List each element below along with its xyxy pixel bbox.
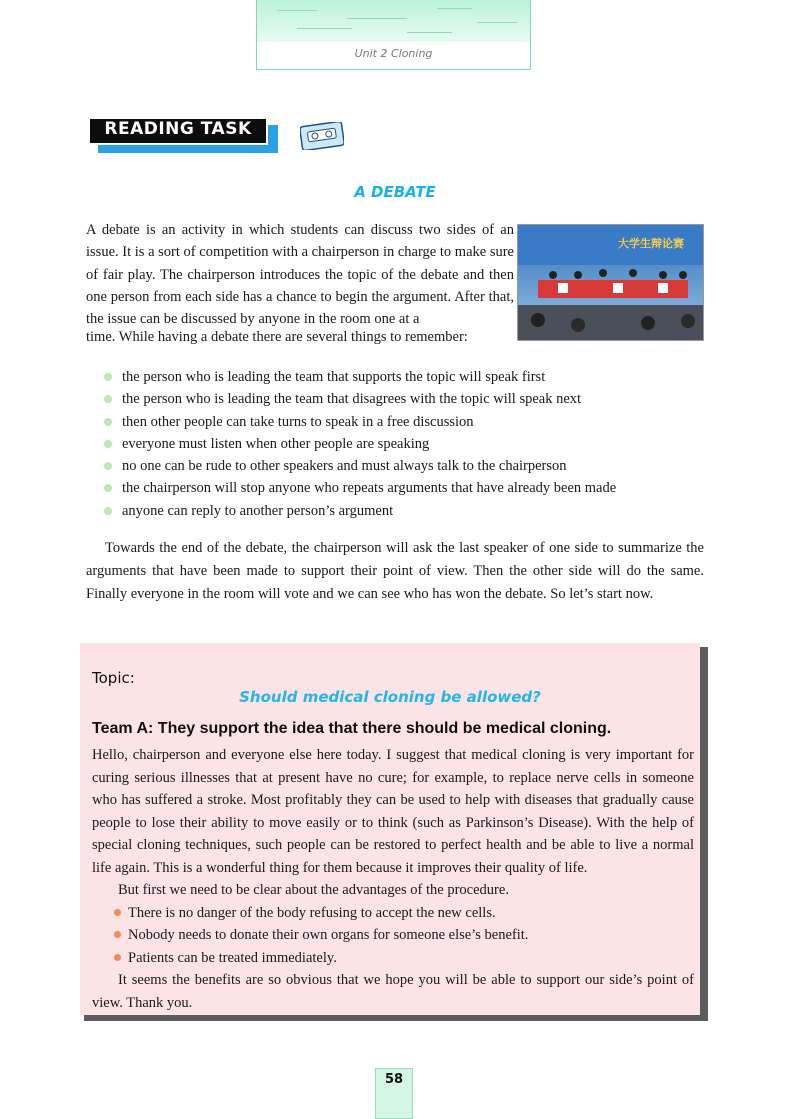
list-item: then other people can take turns to speak in a free discussion	[104, 411, 724, 433]
page-number: 58	[384, 1072, 404, 1087]
team-a-heading: Team A: They support the idea that there should be medical cloning.	[92, 720, 612, 737]
list-item: the person who is leading the team that disagrees with the topic will speak next	[104, 388, 724, 410]
header-band	[256, 0, 531, 70]
page-title: A DEBATE	[354, 183, 436, 201]
photo-banner-text: 大学生辩论赛	[618, 237, 684, 250]
debate-box-panel	[80, 643, 700, 1015]
debate-photo	[517, 224, 704, 341]
debate-rules-list	[104, 366, 724, 522]
bullet-icon	[104, 462, 112, 470]
section-label: READING TASK	[104, 119, 252, 139]
bullet-icon	[104, 373, 112, 381]
debate-photo-image	[518, 225, 703, 340]
bullet-icon	[114, 909, 121, 916]
bullet-icon	[104, 484, 112, 492]
bullet-icon	[104, 395, 112, 403]
header-texture	[257, 0, 530, 42]
bullet-icon	[114, 954, 121, 961]
unit-title: Unit 2 Cloning	[354, 47, 433, 60]
cassette-icon	[300, 122, 344, 150]
list-item: Nobody needs to donate their own organs for someone else’s benefit.	[92, 924, 694, 947]
list-item: the person who is leading the team that supports the topic will speak first	[104, 366, 724, 388]
intro-paragraph: A debate is an activity in which students can discuss two sides of an issue. It is a sort of competition with a chairperson in charge to make sure of fair play. The chairperson introduces the topic of the debate and then one person from each side has a chance to begin the argument. After that, the issue can be discussed by anyone in the room one at a	[86, 222, 514, 328]
bullet-icon	[104, 507, 112, 515]
outro-paragraph: Towards the end of the debate, the chairperson will ask the last speaker of one side to summarize the arguments that have been made to support their point of view. Then the other side will do the same. Finally everyone in the room will vote and we can see who has won the debate. So let’s start now.	[86, 540, 704, 602]
speech-paragraph-2: But first we need to be clear about the advantages of the procedure.	[118, 882, 509, 898]
page-number-tab	[375, 1068, 413, 1119]
speech-closing: It seems the benefits are so obvious that we hope you will be able to support our side’s point of view. Thank you.	[92, 972, 694, 1011]
team-a-speech	[92, 744, 694, 1014]
debate-question: Should medical cloning be allowed?	[239, 688, 541, 706]
bullet-icon	[104, 418, 112, 426]
bullet-icon	[104, 440, 112, 448]
list-item: There is no danger of the body refusing to accept the new cells.	[92, 902, 694, 925]
advantages-list	[92, 902, 694, 970]
reading-task-banner	[88, 117, 278, 153]
topic-label: Topic:	[92, 669, 135, 687]
bullet-icon	[114, 931, 121, 938]
list-item: everyone must listen when other people are speaking	[104, 433, 724, 455]
list-item: Patients can be treated immediately.	[92, 947, 694, 970]
speech-paragraph-1: Hello, chairperson and everyone else here today. I suggest that medical cloning is very important for curing serious illnesses that at present have no cure; for example, to replace nerve cells in someone who has suffered a stroke. Most profitably they can be used to help with diseases that gradually cause people to lose their ability to move easily or to think (such as Parkinson’s Disease). With the help of special cloning techniques, such people can be restored to perfect health and be able to live a normal life again. This is a wonderful thing for them because it improves their quality of life.	[92, 747, 694, 876]
list-item: no one can be rude to other speakers and must always talk to the chairperson	[104, 455, 724, 477]
list-item: anyone can reply to another person’s argument	[104, 500, 724, 522]
intro-last-line: time. While having a debate there are several things to remember:	[86, 329, 468, 345]
list-item: the chairperson will stop anyone who repeats arguments that have already been made	[104, 477, 724, 499]
debate-box	[80, 643, 708, 1021]
